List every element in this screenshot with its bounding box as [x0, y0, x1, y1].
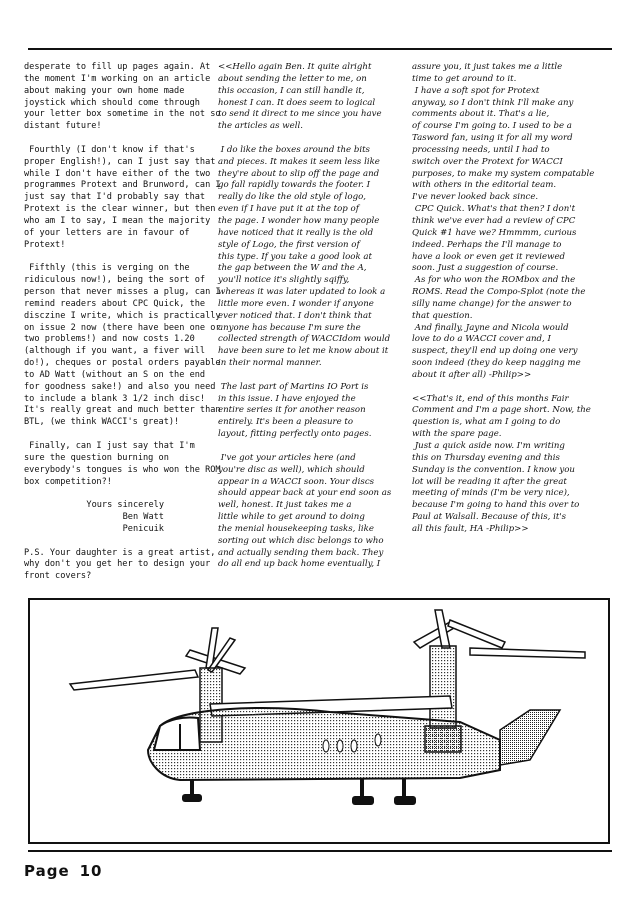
- reply-paragraph: I've got your articles here (and you're disc as well), which should appear in a WACCI soon. Your discs should appear back at your end soon as well, honest. It just takes me a little while to get around to doing the menial housekeeping tasks, like sorting out which disc belongs to who and actually sending them back. They do all end up back home eventually, I: [218, 452, 392, 570]
- reply-paragraph: <<Hello again Ben. It quite alright about sending the letter to me, on this occasion, I can still handle it, honest I can. It does seem to logical to send it direct to me since you have the articles as well.: [218, 62, 382, 132]
- letter-paragraph: Fifthly (this is verging on the ridiculous now!), being the sort of person that never misses a plug, can I remind readers about CPC Quick, the disczine I write, which is practically on issue 2 now (there have been one or two problems!) and now costs 1.20 (although if you want, a fiver will do!), cheques or postal orders payable to AD Watt (without an S on the end for goodness sake!) and also you need to include a blank 3 1/2 inch disc! It's really great and much better than BTL, (we think WACCI's great)!: [24, 263, 221, 428]
- signature-town: Penicuik: [122, 523, 164, 534]
- letter-column-1: [24, 62, 221, 595]
- page-number-value: 10: [79, 862, 103, 880]
- closing-paragraph: <<That's it, end of this months Fair Comment and I'm a page short. Now, the question is, what am I going to do with the spare page. Just a quick aside now. I'm writing this on Thursday evening and this Sunday is the convention. I know you lot will be reading it after the great meeting of minds (I'm be very nice), because I'm going to hand this over to Paul at Walsall. Because of this, it's all this fault, HA -Philip>>: [412, 393, 591, 534]
- signature-closing: Yours sincerely: [86, 500, 164, 511]
- reply-paragraph: I do like the boxes around the bits and pieces. It makes it seem less like they're about to slip off the page and go fall rapidly towards the footer. I really do like the old style of logo, even if I have put it at the top of the page. I wonder how many people have noticed that it really is the old style of Logo, the first version of this type. If you take a good look at the gap between the W and the A, you'll notice it's slightly sqiffy, whereas it was later updated to look a little more even. I wonder if anyone ever noticed that. I don't think that anyone has because I'm sure the collected strength of WACCIdom would have been sure to let me know about it in their normal manner.: [218, 144, 391, 369]
- postscript: P.S. Your daughter is a great artist, why don't you get her to design your front covers?: [24, 547, 216, 582]
- reply-paragraph: assure you, it just takes me a little time to get around to it. I have a soft spot for Protext anyway, so I don't think I'll make any comments about it. That's a lie, of course I'm going to. I used to be a Tasword fan, using it for all my word processing needs, until I had to switch over the Protext for WACCI purposes, to make my system compatable with others in the editorial team. I've never looked back since. CPC Quick. What's that then? I don't think we've ever had a review of CPC Quick #1 have we? Hmmmm, curious indeed. Perhaps the I'll manage to have a look or even get it reviewed soon. Just a suggestion of course. As for who won the ROMbox and the ROMS. Read the Compo-Splot (note the silly name change) for the answer to that question. And finally, Jayne and Nicola would love to do a WACCI cover and, I suspect, they'll end up doing one very soon indeed (they do keep nagging me about it after all) -Philip>>: [412, 62, 595, 380]
- signature-name: Ben Watt: [122, 512, 164, 523]
- reply-paragraph: The last part of Martins IO Port is in this issue. I have enjoyed the entire series it for another reason entirely. It's been a pleasure to layout, fitting perfectly onto pages.: [218, 381, 372, 440]
- tail-fin: [500, 710, 560, 765]
- editor-reply-column-2: [218, 62, 414, 583]
- landing-gear: [182, 778, 416, 805]
- footer-rule: [28, 850, 612, 852]
- signature-block: [24, 500, 216, 536]
- page-number: [24, 862, 113, 880]
- letter-paragraph: Fourthly (I don't know if that's proper English!), can I just say that while I don't have either of the two programmes Protext and Brunword, can I just say that I'd probably say that Protext is the clear winner, but then who am I to say, I mean the majority of your letters are in favour of Protext!: [24, 144, 221, 250]
- aircraft-drawing: [30, 600, 608, 842]
- page-label: Page: [24, 862, 70, 880]
- letter-paragraph: Finally, can I just say that I'm sure the question burning on everybody's tongues is who won the ROM box competition?!: [24, 441, 221, 487]
- header-rule: [28, 48, 612, 50]
- editor-reply-column-3: [412, 62, 608, 548]
- letter-paragraph: desperate to fill up pages again. At the moment I'm working on an article about making your own home made joystick which should come through your letter box sometime in the not so distant future!: [24, 62, 221, 132]
- tiltrotor-aircraft-illustration: [28, 598, 610, 844]
